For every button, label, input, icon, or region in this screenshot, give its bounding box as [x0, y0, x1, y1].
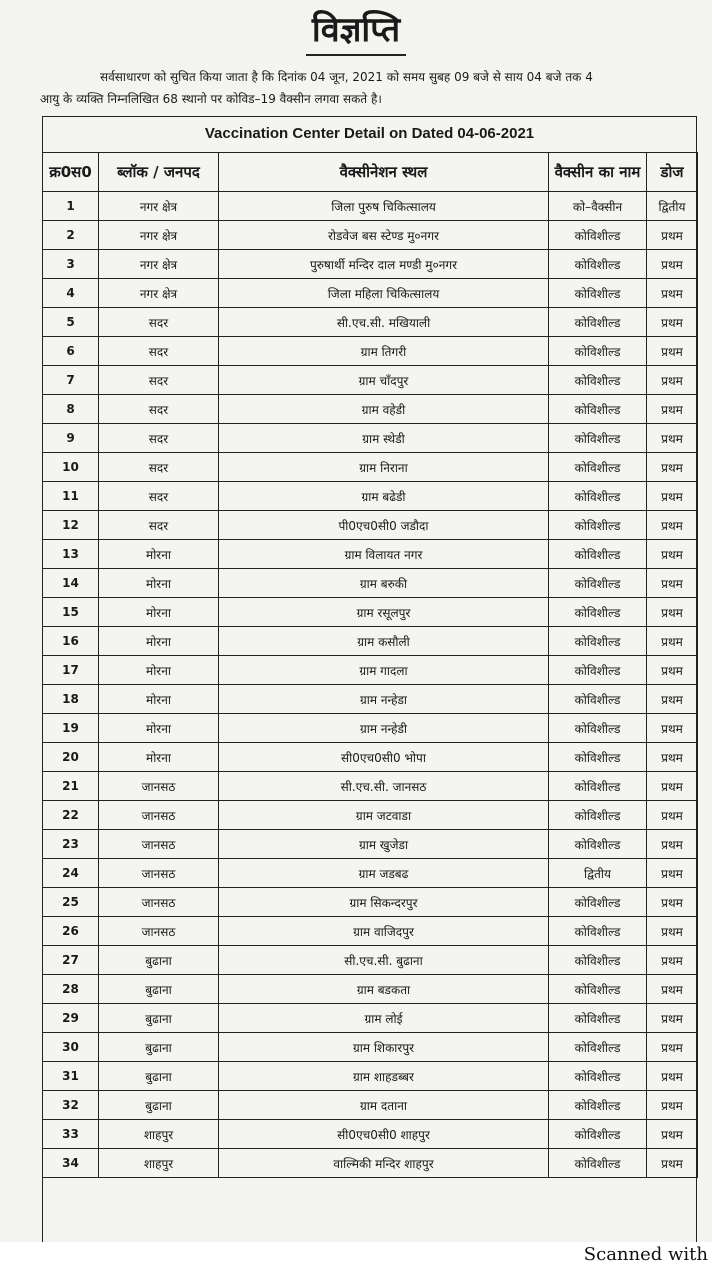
cell-site: सी.एच.सी. जानसठ: [219, 772, 549, 801]
cell-serial: 1: [43, 192, 99, 221]
cell-site: ग्राम चाँदपुर: [219, 366, 549, 395]
cell-block: मोरना: [99, 685, 219, 714]
cell-block: मोरना: [99, 569, 219, 598]
table-row: [43, 627, 698, 656]
table-row: [43, 888, 698, 917]
cell-serial: 20: [43, 743, 99, 772]
cell-serial: 19: [43, 714, 99, 743]
cell-vaccine: को–वैक्सीन: [549, 192, 647, 221]
table-row: [43, 772, 698, 801]
cell-vaccine: कोविशील्ड: [549, 598, 647, 627]
cell-block: शाहपुर: [99, 1149, 219, 1178]
cell-block: सदर: [99, 424, 219, 453]
cell-serial: 21: [43, 772, 99, 801]
cell-serial: 6: [43, 337, 99, 366]
table-row: [43, 743, 698, 772]
cell-block: मोरना: [99, 627, 219, 656]
heading-text: विज्ञप्ति: [306, 8, 406, 56]
notice-line-2: आयु के व्यक्ति निम्नलिखित 68 स्थानो पर कोविड–19 वैक्सीन लगवा सकते है।: [40, 92, 382, 106]
cell-serial: 23: [43, 830, 99, 859]
cell-vaccine: कोविशील्ड: [549, 1091, 647, 1120]
cell-dose: प्रथम: [647, 830, 698, 859]
cell-vaccine: कोविशील्ड: [549, 685, 647, 714]
cell-dose: प्रथम: [647, 743, 698, 772]
cell-site: ग्राम रसूलपुर: [219, 598, 549, 627]
cell-block: सदर: [99, 453, 219, 482]
cell-block: जानसठ: [99, 888, 219, 917]
cell-dose: प्रथम: [647, 337, 698, 366]
table-header-row: [43, 153, 698, 192]
cell-dose: प्रथम: [647, 511, 698, 540]
col-header-serial: क्र0स0: [43, 153, 99, 192]
table-row: [43, 279, 698, 308]
cell-site: ग्राम बरुकी: [219, 569, 549, 598]
cell-serial: 26: [43, 917, 99, 946]
cell-block: मोरना: [99, 743, 219, 772]
cell-vaccine: कोविशील्ड: [549, 1149, 647, 1178]
cell-site: ग्राम जटवाडा: [219, 801, 549, 830]
cell-dose: प्रथम: [647, 1004, 698, 1033]
cell-vaccine: कोविशील्ड: [549, 308, 647, 337]
table-row: [43, 830, 698, 859]
notice-paragraph: [40, 66, 712, 110]
cell-block: बुढाना: [99, 1062, 219, 1091]
cell-serial: 31: [43, 1062, 99, 1091]
cell-serial: 28: [43, 975, 99, 1004]
cell-vaccine: कोविशील्ड: [549, 482, 647, 511]
cell-block: जानसठ: [99, 830, 219, 859]
cell-serial: 7: [43, 366, 99, 395]
table-row: [43, 482, 698, 511]
cell-block: बुढाना: [99, 1091, 219, 1120]
cell-block: सदर: [99, 366, 219, 395]
cell-dose: प्रथम: [647, 772, 698, 801]
cell-vaccine: कोविशील्ड: [549, 250, 647, 279]
cell-site: ग्राम लोई: [219, 1004, 549, 1033]
cell-block: नगर क्षेत्र: [99, 250, 219, 279]
table-row: [43, 859, 698, 888]
cell-dose: द्वितीय: [647, 192, 698, 221]
cell-vaccine: कोविशील्ड: [549, 337, 647, 366]
cell-vaccine: कोविशील्ड: [549, 830, 647, 859]
cell-dose: प्रथम: [647, 250, 698, 279]
cell-block: सदर: [99, 482, 219, 511]
table-row: [43, 337, 698, 366]
cell-vaccine: कोविशील्ड: [549, 743, 647, 772]
cell-site: सी.एच.सी. बुढाना: [219, 946, 549, 975]
col-header-block: ब्लॉक / जनपद: [99, 153, 219, 192]
table-row: [43, 308, 698, 337]
table-row: [43, 1091, 698, 1120]
cell-site: ग्राम खुजेडा: [219, 830, 549, 859]
cell-site: ग्राम बडकता: [219, 975, 549, 1004]
cell-serial: 12: [43, 511, 99, 540]
cell-site: ग्राम निराना: [219, 453, 549, 482]
cell-block: मोरना: [99, 714, 219, 743]
table-caption: Vaccination Center Detail on Dated 04-06-2021: [204, 125, 535, 142]
cell-vaccine: कोविशील्ड: [549, 424, 647, 453]
table-row: [43, 395, 698, 424]
cell-block: मोरना: [99, 540, 219, 569]
cell-vaccine: कोविशील्ड: [549, 221, 647, 250]
table-row: [43, 511, 698, 540]
cell-block: जानसठ: [99, 772, 219, 801]
cell-serial: 8: [43, 395, 99, 424]
table-row: [43, 1004, 698, 1033]
cell-dose: प्रथम: [647, 1091, 698, 1120]
table-row: [43, 917, 698, 946]
table-row: [43, 366, 698, 395]
cell-site: ग्राम नन्हेडा: [219, 685, 549, 714]
cell-block: नगर क्षेत्र: [99, 221, 219, 250]
table-row: [43, 424, 698, 453]
table-row: [43, 975, 698, 1004]
cell-site: ग्राम विलायत नगर: [219, 540, 549, 569]
cell-vaccine: कोविशील्ड: [549, 656, 647, 685]
table-row: [43, 1033, 698, 1062]
cell-vaccine: कोविशील्ड: [549, 453, 647, 482]
cell-dose: प्रथम: [647, 917, 698, 946]
cell-serial: 30: [43, 1033, 99, 1062]
cell-serial: 14: [43, 569, 99, 598]
cell-block: सदर: [99, 337, 219, 366]
table-row: [43, 946, 698, 975]
table-row: [43, 685, 698, 714]
cell-vaccine: कोविशील्ड: [549, 627, 647, 656]
cell-block: मोरना: [99, 656, 219, 685]
cell-site: ग्राम शाहडब्बर: [219, 1062, 549, 1091]
cell-dose: प्रथम: [647, 569, 698, 598]
cell-dose: प्रथम: [647, 801, 698, 830]
cell-site: ग्राम तिगरी: [219, 337, 549, 366]
table-row: [43, 192, 698, 221]
cell-vaccine: कोविशील्ड: [549, 772, 647, 801]
cell-site: ग्राम वाजिदपुर: [219, 917, 549, 946]
cell-dose: प्रथम: [647, 221, 698, 250]
cell-block: सदर: [99, 511, 219, 540]
cell-site: सी0एच0सी0 शाहपुर: [219, 1120, 549, 1149]
cell-serial: 15: [43, 598, 99, 627]
cell-site: रोडवेज बस स्टेण्ड मु०नगर: [219, 221, 549, 250]
cell-dose: प्रथम: [647, 395, 698, 424]
cell-vaccine: कोविशील्ड: [549, 1120, 647, 1149]
cell-serial: 25: [43, 888, 99, 917]
table-row: [43, 1120, 698, 1149]
cell-serial: 34: [43, 1149, 99, 1178]
cell-serial: 16: [43, 627, 99, 656]
cell-dose: प्रथम: [647, 1120, 698, 1149]
cell-site: वाल्मिकी मन्दिर शाहपुर: [219, 1149, 549, 1178]
cell-serial: 11: [43, 482, 99, 511]
vaccination-table: [42, 152, 698, 1178]
table-body: [43, 192, 698, 1178]
cell-site: ग्राम बढेडी: [219, 482, 549, 511]
table-row: [43, 801, 698, 830]
scanner-footer: Scanned with: [583, 1244, 708, 1265]
cell-vaccine: कोविशील्ड: [549, 1033, 647, 1062]
cell-serial: 33: [43, 1120, 99, 1149]
cell-dose: प्रथम: [647, 482, 698, 511]
cell-dose: प्रथम: [647, 1062, 698, 1091]
cell-dose: प्रथम: [647, 598, 698, 627]
table-row: [43, 540, 698, 569]
cell-site: पुरुषार्थी मन्दिर दाल मण्डी मु०नगर: [219, 250, 549, 279]
cell-dose: प्रथम: [647, 627, 698, 656]
notice-line-1: सर्वसाधारण को सुचित किया जाता है कि दिनांक 04 जून, 2021 को समय सुबह 09 बजे से साय 04 बजे तक 4: [100, 70, 593, 84]
cell-dose: प्रथम: [647, 279, 698, 308]
table-row: [43, 569, 698, 598]
cell-vaccine: कोविशील्ड: [549, 714, 647, 743]
cell-dose: प्रथम: [647, 656, 698, 685]
cell-site: ग्राम गादला: [219, 656, 549, 685]
cell-serial: 13: [43, 540, 99, 569]
cell-serial: 10: [43, 453, 99, 482]
cell-site: सी.एच.सी. मखियाली: [219, 308, 549, 337]
cell-vaccine: कोविशील्ड: [549, 1004, 647, 1033]
col-header-vaccine: वैक्सीन का नाम: [549, 153, 647, 192]
cell-vaccine: कोविशील्ड: [549, 888, 647, 917]
cell-site: ग्राम कसौली: [219, 627, 549, 656]
cell-site: ग्राम शिकारपुर: [219, 1033, 549, 1062]
cell-serial: 4: [43, 279, 99, 308]
cell-block: बुढाना: [99, 1033, 219, 1062]
cell-serial: 17: [43, 656, 99, 685]
cell-block: सदर: [99, 395, 219, 424]
table-row: [43, 1149, 698, 1178]
cell-site: जिला पुरुष चिकित्सालय: [219, 192, 549, 221]
cell-dose: प्रथम: [647, 453, 698, 482]
cell-dose: प्रथम: [647, 1149, 698, 1178]
cell-site: सी0एच0सी0 भोपा: [219, 743, 549, 772]
cell-block: मोरना: [99, 598, 219, 627]
table-row: [43, 221, 698, 250]
cell-vaccine: कोविशील्ड: [549, 395, 647, 424]
cell-block: बुढाना: [99, 946, 219, 975]
cell-site: ग्राम नन्हेडी: [219, 714, 549, 743]
cell-vaccine: कोविशील्ड: [549, 917, 647, 946]
cell-site: पी0एच0सी0 जडौदा: [219, 511, 549, 540]
cell-serial: 3: [43, 250, 99, 279]
cell-site: ग्राम जडबढ: [219, 859, 549, 888]
cell-vaccine: कोविशील्ड: [549, 279, 647, 308]
notice-heading: [0, 8, 712, 56]
cell-site: ग्राम वहेडी: [219, 395, 549, 424]
cell-site: जिला महिला चिकित्सालय: [219, 279, 549, 308]
table-row: [43, 1062, 698, 1091]
cell-vaccine: द्वितीय: [549, 859, 647, 888]
cell-block: नगर क्षेत्र: [99, 192, 219, 221]
cell-serial: 29: [43, 1004, 99, 1033]
cell-serial: 2: [43, 221, 99, 250]
cell-vaccine: कोविशील्ड: [549, 569, 647, 598]
cell-serial: 27: [43, 946, 99, 975]
cell-serial: 24: [43, 859, 99, 888]
col-header-dose: डोज: [647, 153, 698, 192]
cell-vaccine: कोविशील्ड: [549, 946, 647, 975]
cell-dose: प्रथम: [647, 685, 698, 714]
cell-block: बुढाना: [99, 1004, 219, 1033]
cell-vaccine: कोविशील्ड: [549, 975, 647, 1004]
cell-serial: 5: [43, 308, 99, 337]
table-row: [43, 714, 698, 743]
cell-serial: 18: [43, 685, 99, 714]
table-row: [43, 250, 698, 279]
cell-dose: प्रथम: [647, 424, 698, 453]
cell-vaccine: कोविशील्ड: [549, 1062, 647, 1091]
cell-vaccine: कोविशील्ड: [549, 801, 647, 830]
cell-dose: प्रथम: [647, 540, 698, 569]
table-row: [43, 453, 698, 482]
table-row: [43, 656, 698, 685]
col-header-site: वैक्सीनेशन स्थल: [219, 153, 549, 192]
cell-serial: 9: [43, 424, 99, 453]
cell-dose: प्रथम: [647, 714, 698, 743]
cell-site: ग्राम दताना: [219, 1091, 549, 1120]
cell-block: नगर क्षेत्र: [99, 279, 219, 308]
cell-vaccine: कोविशील्ड: [549, 540, 647, 569]
cell-dose: प्रथम: [647, 859, 698, 888]
cell-dose: प्रथम: [647, 946, 698, 975]
cell-vaccine: कोविशील्ड: [549, 366, 647, 395]
cell-block: जानसठ: [99, 917, 219, 946]
cell-dose: प्रथम: [647, 366, 698, 395]
cell-block: जानसठ: [99, 859, 219, 888]
table-row: [43, 598, 698, 627]
cell-vaccine: कोविशील्ड: [549, 511, 647, 540]
cell-block: शाहपुर: [99, 1120, 219, 1149]
cell-block: बुढाना: [99, 975, 219, 1004]
cell-serial: 32: [43, 1091, 99, 1120]
cell-block: जानसठ: [99, 801, 219, 830]
cell-dose: प्रथम: [647, 888, 698, 917]
cell-dose: प्रथम: [647, 308, 698, 337]
cell-serial: 22: [43, 801, 99, 830]
cell-dose: प्रथम: [647, 975, 698, 1004]
cell-site: ग्राम सिकन्दरपुर: [219, 888, 549, 917]
cell-site: ग्राम स्थेडी: [219, 424, 549, 453]
cell-dose: प्रथम: [647, 1033, 698, 1062]
cell-block: सदर: [99, 308, 219, 337]
